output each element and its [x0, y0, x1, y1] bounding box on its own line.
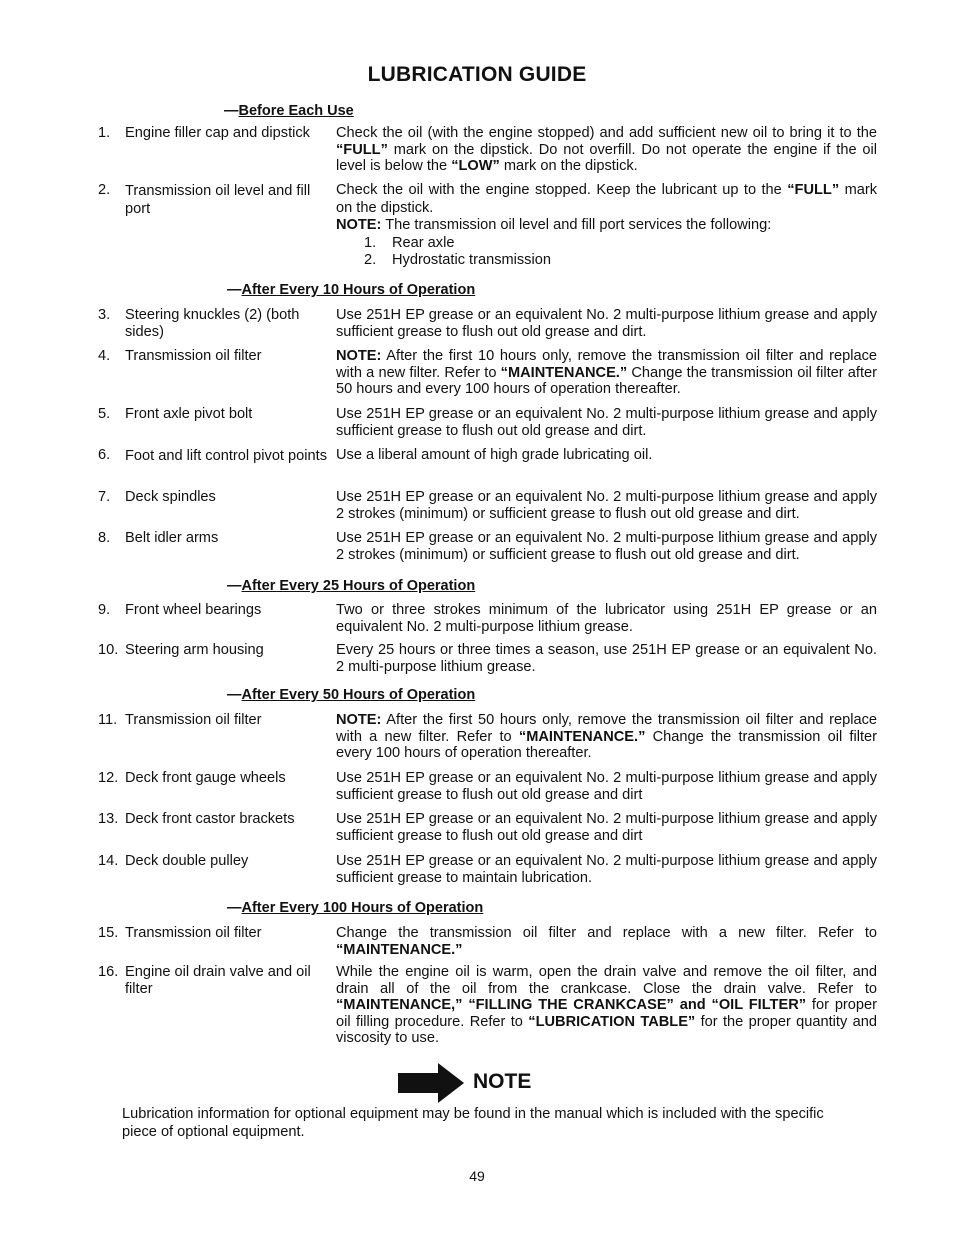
- item-number: 11.: [98, 712, 118, 728]
- item-number: 4.: [98, 348, 111, 364]
- item-description: Two or three strokes minimum of the lubricator using 251H EP grease or an equivalent No. 2 multi-purpose lithium grease.: [336, 602, 877, 635]
- item-number: 9.: [98, 602, 111, 618]
- item-number: 3.: [98, 307, 111, 323]
- item-label: Steering knuckles (2) (both sides): [125, 307, 300, 340]
- item-label: Engine oil drain valve and oil filter: [125, 964, 311, 997]
- page-title: LUBRICATION GUIDE: [367, 63, 587, 86]
- item-number: 2.: [98, 182, 111, 198]
- item-label: Belt idler arms: [125, 530, 219, 546]
- item-label: Front axle pivot bolt: [125, 406, 253, 422]
- item-label: Deck double pulley: [125, 853, 249, 869]
- item-label: Steering arm housing: [125, 642, 264, 658]
- section-heading-before-each-use: —Before Each Use: [224, 103, 354, 119]
- item-description: Check the oil (with the engine stopped) and add sufficient new oil to bring it to the “FULL” mark on the dipstick. Do not overfill. Do not operate the engine if the oil level is below the “LOW” mark on the dipstick.: [336, 125, 877, 175]
- item-label: Engine filler cap and dipstick: [125, 125, 310, 141]
- note-text: Lubrication information for optional equipment may be found in the manual which is included with the specific piece of optional equipment.: [122, 1106, 824, 1140]
- section-title: After Every 100 Hours of Operation: [241, 900, 484, 916]
- item-description: Use 251H EP grease or an equivalent No. 2 multi-purpose lithium grease and apply sufficient grease to maintain lubrication.: [336, 853, 877, 886]
- item-description: While the engine oil is warm, open the drain valve and remove the oil filter, and drain all of the oil from the crankcase. Close the drain valve. Refer to “MAINTENANCE,” “FILLING THE CRANKCASE” and “OIL FILTER” for proper oil filling procedure. Refer to “LUBRICATION TABLE” for the proper quantity and viscosity to use.: [336, 964, 878, 1047]
- item-description: NOTE: After the first 50 hours only, remove the transmission oil filter and replace with a new filter. Refer to “MAINTENANCE.” Change the transmission oil filter every 100 hours of operation thereafter.: [336, 712, 877, 762]
- item-label: Transmission oil level and fill port: [125, 183, 311, 217]
- item-number: 6.: [98, 447, 111, 463]
- section-title: After Every 10 Hours of Operation: [241, 282, 476, 298]
- item-number: 7.: [98, 489, 111, 505]
- section-heading-50-hours: —After Every 50 Hours of Operation: [227, 687, 476, 703]
- item-label: Transmission oil filter: [125, 348, 262, 364]
- item-label: Foot and lift control pivot points: [125, 448, 327, 464]
- item-description: Use a liberal amount of high grade lubricating oil.: [336, 447, 653, 463]
- item-number: 5.: [98, 406, 111, 422]
- item-label: Deck spindles: [125, 489, 216, 505]
- item-number: 15.: [98, 925, 119, 941]
- item-number: 1.: [98, 125, 111, 141]
- arrow-right-icon: [398, 1062, 464, 1104]
- section-heading-25-hours: —After Every 25 Hours of Operation: [227, 578, 476, 594]
- section-title: After Every 25 Hours of Operation: [241, 578, 476, 594]
- item-label: Front wheel bearings: [125, 602, 262, 618]
- item-description: Check the oil with the engine stopped. Keep the lubricant up to the “FULL” mark on the dipstick. NOTE: The transmission oil level and fill port services the following: 1. Rear axle 2. Hydrostatic transmission: [336, 182, 877, 268]
- item-number: 14.: [98, 853, 119, 869]
- sublist-item: 2. Hydrostatic transmission: [364, 252, 551, 268]
- item-label: Transmission oil filter: [125, 925, 262, 941]
- item-description: Use 251H EP grease or an equivalent No. 2 multi-purpose lithium grease and apply sufficient grease to flush out old grease and dirt: [336, 770, 877, 803]
- item-number: 12.: [98, 770, 119, 786]
- section-heading-10-hours: —After Every 10 Hours of Operation: [227, 282, 476, 298]
- item-description: Use 251H EP grease or an equivalent No. 2 multi-purpose lithium grease and apply 2 strokes (minimum) or sufficient grease to flush out old grease and dirt.: [336, 489, 877, 522]
- item-description: Every 25 hours or three times a season, use 251H EP grease or an equivalent No. 2 multi-purpose lithium grease.: [336, 642, 877, 675]
- note-label: NOTE: [473, 1070, 532, 1093]
- sublist: [336, 235, 877, 270]
- item-number: 8.: [98, 530, 111, 546]
- page-number: 49: [469, 1168, 485, 1184]
- section-title: Before Each Use: [238, 103, 354, 119]
- item-description: Use 251H EP grease or an equivalent No. 2 multi-purpose lithium grease and apply sufficient grease to flush out old grease and dirt.: [336, 307, 877, 340]
- item-description: Change the transmission oil filter and replace with a new filter. Refer to “MAINTENANCE.”: [336, 925, 877, 958]
- item-description: Use 251H EP grease or an equivalent No. 2 multi-purpose lithium grease and apply sufficient grease to flush out old grease and dirt.: [336, 406, 877, 439]
- section-heading-100-hours: —After Every 100 Hours of Operation: [227, 900, 484, 916]
- sublist-item: 1. Rear axle: [364, 234, 455, 251]
- item-number: 10.: [98, 642, 119, 658]
- item-label: Transmission oil filter: [125, 712, 262, 728]
- item-number: 13.: [98, 811, 119, 827]
- item-label: Deck front gauge wheels: [125, 770, 286, 786]
- item-description: Use 251H EP grease or an equivalent No. 2 multi-purpose lithium grease and apply sufficient grease to flush out old grease and dirt: [336, 811, 877, 844]
- item-description: NOTE: After the first 10 hours only, remove the transmission oil filter and replace with a new filter. Refer to “MAINTENANCE.” Change the transmission oil filter after 50 hours and every 100 hours of operation thereafter.: [336, 348, 877, 398]
- section-title: After Every 50 Hours of Operation: [241, 687, 476, 703]
- item-description: Use 251H EP grease or an equivalent No. 2 multi-purpose lithium grease and apply 2 strokes (minimum) or sufficient grease to flush out old grease and dirt.: [336, 530, 886, 563]
- item-number: 16.: [98, 964, 119, 980]
- item-label: Deck front castor brackets: [125, 811, 295, 827]
